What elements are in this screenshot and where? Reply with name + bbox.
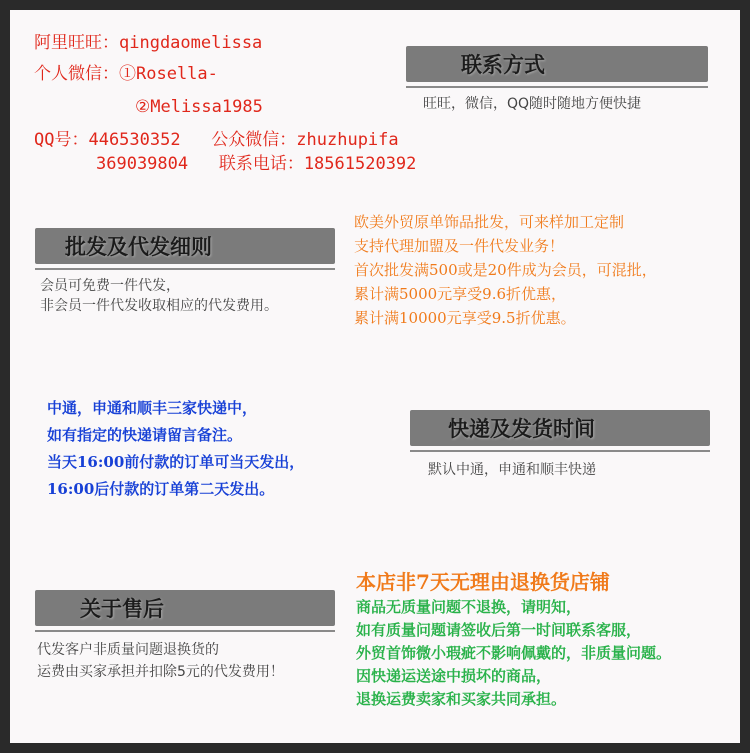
store-info-page [10, 10, 740, 743]
wholesale-notes [354, 210, 657, 330]
return-policy-title: 本店非7天无理由退换货店铺 [356, 570, 610, 594]
wholesale-note-line: 累计满10000元享受9.5折优惠。 [354, 309, 576, 327]
wholesale-section-title: 批发及代发细则 [65, 235, 212, 259]
return-note-line: 外贸首饰微小瑕疵不影响佩戴的，非质量问题。 [356, 644, 672, 662]
qq2-phone-line: 369039804 联系电话：18561520392 [96, 154, 417, 174]
wechat-line-2: ②Melissa1985 [135, 97, 263, 117]
aftersale-section-header [35, 590, 335, 626]
return-notes [356, 596, 671, 711]
shipping-section-desc: 默认中通，申通和顺丰快递 [428, 462, 596, 478]
wechat-line-1: 个人微信：①Rosella- [34, 64, 218, 84]
shipping-section-title: 快递及发货时间 [448, 417, 595, 441]
shipping-notes [47, 395, 304, 503]
contact-section-title: 联系方式 [461, 53, 545, 77]
aftersale-section-desc [37, 640, 284, 683]
aftersale-desc-line: 代发客户非质量问题退换货的 [37, 642, 219, 658]
return-note-line: 如有质量问题请签收后第一时间联系客服， [356, 621, 642, 639]
wholesale-section-desc [40, 276, 278, 317]
wholesale-section-header [35, 228, 335, 264]
qq-wechat-public-line: QQ号：446530352 公众微信：zhuzhupifa [34, 130, 399, 150]
contact-section-desc: 旺旺，微信，QQ随时随地方便快捷 [423, 96, 642, 112]
shipping-note-line: 如有指定的快递请留言备注。 [47, 426, 243, 444]
aftersale-section-title: 关于售后 [80, 597, 164, 621]
wholesale-note-line: 支持代理加盟及一件代发业务！ [354, 237, 565, 255]
shipping-note-line: 中通，申通和顺丰三家快递中， [47, 399, 258, 417]
wholesale-note-line: 欧美外贸原单饰品批发，可来样加工定制 [354, 213, 625, 231]
aliwangwang-line: 阿里旺旺：qingdaomelissa [34, 33, 263, 53]
shipping-note-line: 16:00后付款的订单第二天发出。 [47, 480, 275, 498]
wholesale-note-line: 累计满5000元享受9.6折优惠， [354, 285, 567, 303]
shipping-note-line: 当天16:00前付款的订单可当天发出， [47, 453, 305, 471]
return-note-line: 退换运费卖家和买家共同承担。 [356, 690, 567, 708]
wholesale-desc-line: 会员可免费一件代发， [40, 278, 180, 294]
wholesale-desc-line: 非会员一件代发收取相应的代发费用。 [40, 298, 278, 315]
wholesale-note-line: 首次批发满500或是20件成为会员，可混批， [354, 261, 657, 279]
shipping-section-header [410, 410, 710, 446]
aftersale-desc-line: 运费由买家承担并扣除5元的代发费用！ [37, 663, 284, 680]
return-note-line: 因快递运送途中损坏的商品， [356, 667, 552, 685]
contact-section-header [406, 46, 708, 82]
return-note-line: 商品无质量问题不退换，请明知， [356, 598, 582, 616]
